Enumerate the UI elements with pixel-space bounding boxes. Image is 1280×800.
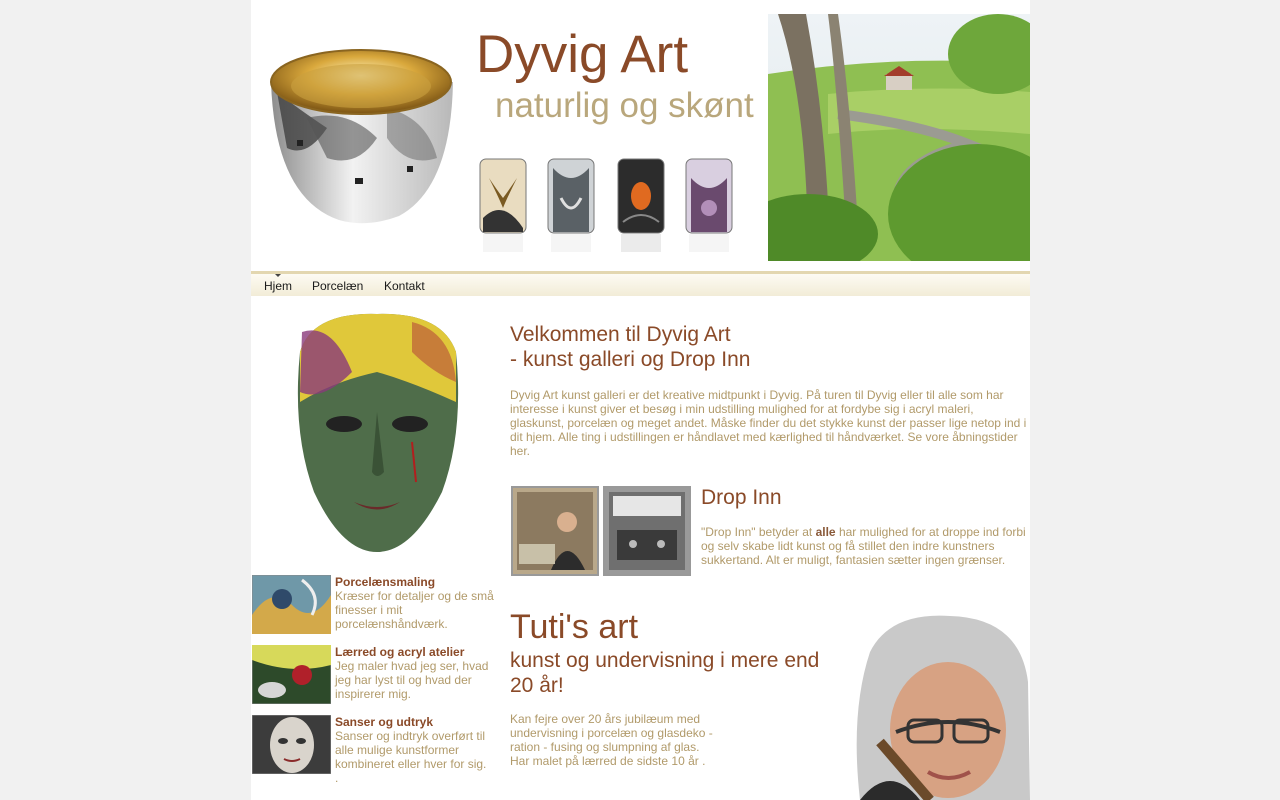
feature-title-laerred-acryl[interactable]: Lærred og acryl atelier bbox=[335, 645, 465, 659]
drop-inn-text: "Drop Inn" betyder at alle har mulighed for at droppe ind forbi og selv skabe lidt kunst og få stillet den indre kunstners sukkertand. Alt er muligt, fantasien sætter ingen grænser. bbox=[701, 525, 1026, 567]
feature-sanser-udtryk bbox=[251, 715, 501, 785]
landscape-photo bbox=[768, 14, 1030, 261]
active-indicator-icon bbox=[275, 274, 281, 277]
drop-inn-photo-1[interactable] bbox=[511, 486, 599, 576]
tutis-title: Tuti's art bbox=[510, 608, 639, 646]
site-title: Dyvig Art bbox=[476, 25, 689, 84]
acrylic-canvas-thumbnail[interactable] bbox=[252, 645, 331, 704]
painted-mask-image bbox=[292, 312, 462, 554]
drop-inn-emphasis: alle bbox=[815, 525, 836, 539]
main-nav bbox=[251, 274, 1030, 296]
feature-trailing-dot: . bbox=[335, 771, 339, 785]
senses-expression-thumbnail[interactable] bbox=[252, 715, 331, 774]
vase-thumbnail-grey[interactable] bbox=[547, 158, 595, 254]
welcome-heading bbox=[510, 322, 1020, 372]
artist-portrait-photo bbox=[850, 612, 1030, 800]
feature-text-laerred-acryl: Jeg maler hvad jeg ser, hvad jeg har lyst til og hvad der inspirerer mig. bbox=[335, 659, 489, 701]
feature-text-sanser-udtryk: Sanser og indtryk overført til alle mulige kunstformer kombineret eller hver for sig. bbox=[335, 729, 487, 771]
porcelain-bowl-image bbox=[267, 48, 455, 226]
feature-laerred-acryl bbox=[251, 645, 501, 709]
page bbox=[251, 0, 1030, 800]
vase-thumbnail-butterfly[interactable] bbox=[479, 158, 527, 254]
nav-item-kontakt[interactable]: Kontakt bbox=[384, 279, 425, 293]
feature-text-porcelaensmaling: Kræser for detaljer og de små finesser i mit porcelænshåndværk. bbox=[335, 589, 494, 631]
nav-item-hjem[interactable]: Hjem bbox=[264, 279, 293, 293]
welcome-text: Dyvig Art kunst galleri er det kreative midtpunkt i Dyvig. På turen til Dyvig eller til alle som har interesse i kunst giver et besøg i min udstilling mulighed for at fordybe sig i acryl maleri, glaskunst, porcelæn og meget andet. Måske finder du det stykke kunst der passer lige netop ind i dit hjem. Alle ting i udstillingen er håndlavet med kærlighed til håndværket. Se vore åbningstider her. bbox=[510, 388, 1027, 458]
drop-inn-title: Drop Inn bbox=[701, 486, 782, 509]
feature-title-porcelaensmaling[interactable]: Porcelænsmaling bbox=[335, 575, 436, 589]
tutis-subtitle: kunst og undervisning i mere end 20 år! bbox=[510, 649, 820, 697]
welcome-title-line1: Velkommen til Dyvig Art bbox=[510, 323, 731, 346]
site-tagline: naturlig og skønt bbox=[495, 86, 754, 125]
vase-thumbnail-lantern[interactable] bbox=[617, 158, 665, 254]
vase-thumbnail-purple[interactable] bbox=[685, 158, 733, 254]
feature-title-sanser-udtryk[interactable]: Sanser og udtryk bbox=[335, 715, 434, 729]
nav-item-porcelaen[interactable]: Porcelæn bbox=[312, 279, 364, 293]
feature-porcelaensmaling bbox=[251, 575, 501, 639]
porcelain-painting-thumbnail[interactable] bbox=[252, 575, 331, 634]
tutis-text: Kan fejre over 20 års jubilæum med undervisning i porcelæn og glasdeko - ration - fusing og slumpning af glas. Har malet på lærred de sidste 10 år . bbox=[510, 712, 713, 768]
drop-inn-photo-2[interactable] bbox=[603, 486, 691, 576]
welcome-title-line2: - kunst galleri og Drop Inn bbox=[510, 348, 751, 371]
